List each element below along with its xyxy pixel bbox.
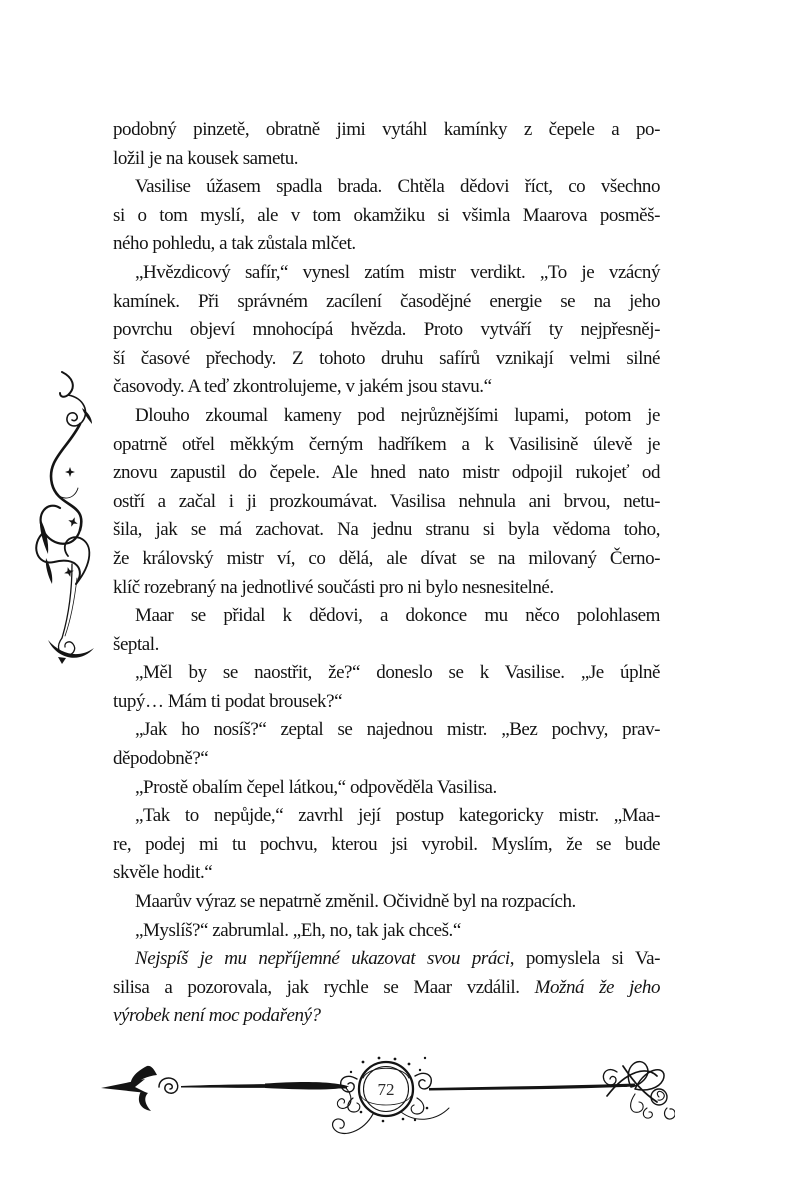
text-segment: časovody. A teď zkontrolujeme, v jakém jsou stavu.“ <box>113 376 492 398</box>
text-line <box>113 545 660 574</box>
text-segment: si o tom myslí, ale v tom okamžiku si všimla Maarova posměš- <box>113 204 660 226</box>
text-segment: ložil je na kousek sametu. <box>113 147 299 169</box>
text-line <box>113 574 660 603</box>
text-line <box>113 230 660 259</box>
text-line <box>113 288 660 317</box>
text-line <box>113 345 660 374</box>
text-line <box>113 659 660 688</box>
text-line <box>113 402 660 431</box>
text-line <box>113 945 660 974</box>
text-segment: silisa a pozorovala, jak rychle se Maar vzdálil. <box>113 976 535 998</box>
footer-ornament <box>95 1050 675 1145</box>
star-icon <box>67 516 80 529</box>
text-line <box>113 859 660 888</box>
text-line <box>113 716 660 745</box>
text-segment: „Hvězdicový safír,“ vynesl zatím mistr verdikt. „To je vzácný <box>135 261 660 283</box>
text-segment: znovu zapustil do čepele. Ale hned nato mistr odpojil rukojeť od <box>113 462 660 484</box>
text-line <box>113 917 660 946</box>
text-line <box>113 831 660 860</box>
text-segment: „Tak to nepůjde,“ zavrhl její postup kategoricky mistr. „Maa- <box>135 805 660 827</box>
text-segment: podobný pinzetě, obratně jimi vytáhl kamínky z čepele a po- <box>113 119 660 140</box>
text-line <box>113 173 660 202</box>
page-number: 72 <box>377 1080 395 1099</box>
text-line <box>113 516 660 545</box>
text-segment: šeptal. <box>113 633 159 655</box>
text-line <box>113 459 660 488</box>
text-line <box>113 802 660 831</box>
text-line <box>113 431 660 460</box>
italic-text-segment: Možná že jeho <box>534 976 660 998</box>
text-segment: Dlouho zkoumal kameny pod nejrůznějšími lupami, potom je <box>135 404 660 426</box>
text-segment: skvěle hodit.“ <box>113 862 213 884</box>
text-segment: Vasilise úžasem spadla brada. Chtěla dědovi říct, co všechno <box>135 176 660 198</box>
text-segment: šila, jak se má zachovat. Na jednu stranu si byla vědoma toho, <box>113 519 660 541</box>
text-segment: ší časové přechody. Z tohoto druhu safírů vznikají velmi silné <box>113 347 660 369</box>
text-line <box>113 202 660 231</box>
text-segment: , pomyslela si Va- <box>509 948 661 970</box>
text-line <box>113 373 660 402</box>
text-segment: re, podej mi tu pochvu, kterou jsi vyrobil. Myslím, že se bude <box>113 833 660 855</box>
text-segment: děpodobně?“ <box>113 748 209 770</box>
text-segment: „Jak ho nosíš?“ zeptal se najednou mistr. „Bez pochvy, prav- <box>135 719 660 741</box>
text-segment: povrchu objeví mnohocípá hvězda. Proto vytváří ty nejpřesněj- <box>113 319 660 341</box>
floral-flourish-icon <box>22 368 110 664</box>
text-line <box>113 688 660 717</box>
text-line <box>113 488 660 517</box>
text-line <box>113 888 660 917</box>
left-flourish-ornament <box>22 368 110 664</box>
text-segment: opatrně otřel měkkým černým hadříkem a k Vasilisině úlevě je <box>113 433 660 455</box>
text-line <box>113 974 660 1003</box>
italic-text-segment: výrobek není moc podařený? <box>113 1005 321 1027</box>
text-segment: „Prostě obalím čepel látkou,“ odpověděla Vasilisa. <box>135 776 497 798</box>
text-segment: Maarův výraz se nepatrně změnil. Očividně byl na rozpacích. <box>135 891 576 913</box>
text-segment: klíč rozebraný na jednotlivé součásti pro ni bylo nesnesitelné. <box>113 576 554 598</box>
text-segment: kamínek. Při správném zacílení časodějné energie se na jeho <box>113 290 660 312</box>
text-line <box>113 116 660 145</box>
text-line <box>113 1002 660 1031</box>
text-line <box>113 602 660 631</box>
flourish-divider-icon <box>95 1050 675 1145</box>
text-segment: „Měl by se naostřit, že?“ doneslo se k Vasilise. „Je úplně <box>135 662 660 684</box>
text-segment: ného pohledu, a tak zůstala mlčet. <box>113 233 356 255</box>
text-line <box>113 259 660 288</box>
text-line <box>113 774 660 803</box>
text-line <box>113 316 660 345</box>
italic-text-segment: Nejspíš je mu nepříjemné ukazovat svou práci <box>135 948 510 970</box>
text-line <box>113 145 660 174</box>
text-segment: že královský mistr ví, co dělá, ale dívat se na milovaný Černo- <box>113 547 660 569</box>
text-segment: Maar se přidal k dědovi, a dokonce mu něco polohlasem <box>135 605 660 627</box>
star-icon <box>65 467 75 477</box>
text-block <box>113 116 660 1031</box>
text-segment: tupý… Mám ti podat brousek?“ <box>113 690 343 712</box>
text-segment: ostří a začal i ji prozkoumávat. Vasilisa nehnula ani brvou, netu- <box>113 490 660 512</box>
text-line <box>113 631 660 660</box>
text-line <box>113 745 660 774</box>
text-segment: „Myslíš?“ zabrumlal. „Eh, no, tak jak chceš.“ <box>135 919 461 941</box>
star-icon <box>63 566 75 578</box>
